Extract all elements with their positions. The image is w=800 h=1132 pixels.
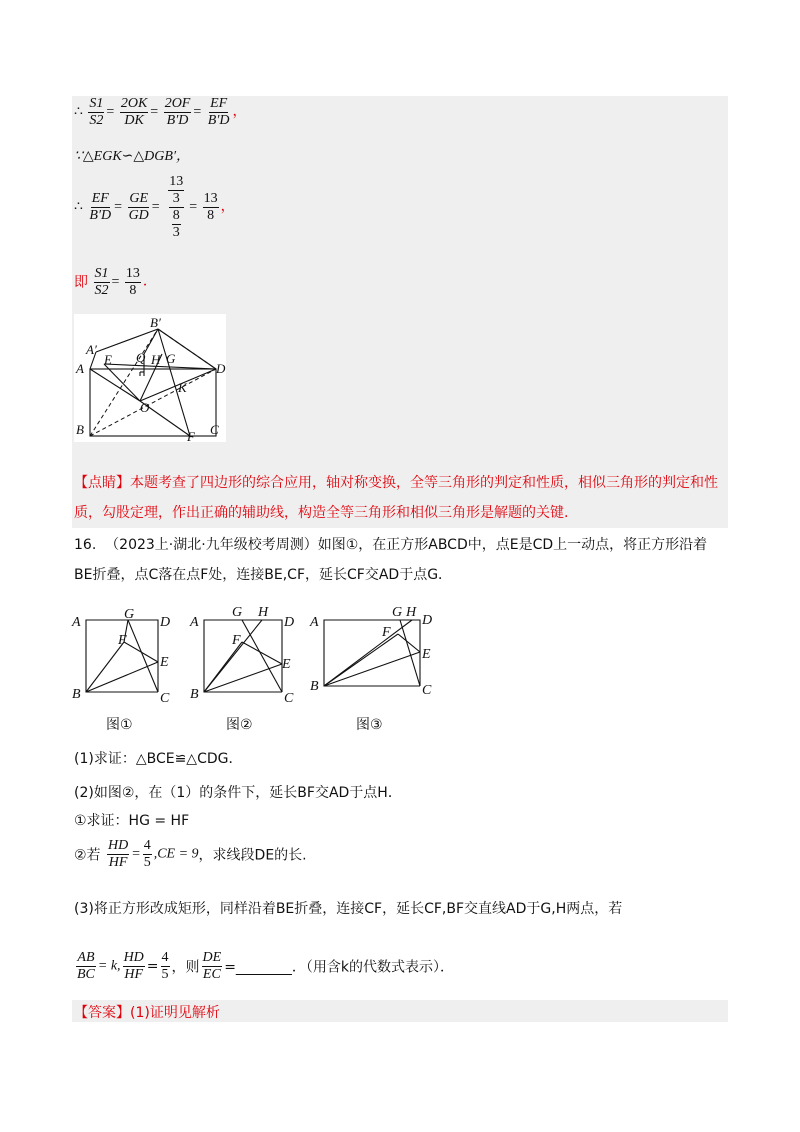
svg-text:D: D: [422, 613, 433, 628]
equation-1: ∴ $\frac{S1}{S2}$ = $\frac{2OK}{DK}$ = $\frac{2OF}{B'D}$ = $\frac{EF}{B'D}$ ，: [74, 96, 247, 128]
comment-line1: 本题考查了四边形的综合应用，轴对称变换，全等三角形的判定和性质，相似三角形的判定和性: [130, 475, 718, 491]
label-Bp: B′: [150, 315, 161, 330]
equation-2: ∵△EGK∽△DGB′，: [74, 149, 191, 164]
solution-figure: [74, 314, 226, 442]
svg-text:F: F: [232, 633, 241, 648]
svg-text:E: E: [160, 655, 169, 670]
figure-caption-1: 图①: [106, 717, 133, 733]
svg-text:E: E: [422, 647, 431, 662]
svg-text:C: C: [284, 691, 294, 706]
svg-text:H: H: [258, 605, 269, 620]
svg-text:C: C: [160, 691, 170, 706]
label-K: K: [178, 380, 187, 395]
folded-rectangle-diagram: [74, 314, 226, 442]
question-2b: ②若 $\frac{HD}{HF}$ = $\frac{4}{5}$ ,CE = 9，求线段DE的长.: [74, 838, 307, 870]
svg-text:A: A: [72, 615, 81, 630]
figure-labels: [68, 598, 448, 740]
question-3: (3)将正方形改成矩形，同样沿着BE折叠，连接CF，延长CF,BF交直线AD于G,H两点，若: [74, 901, 623, 917]
label-A: A: [76, 361, 84, 376]
label-F: F: [187, 429, 195, 442]
problem-intro: [74, 530, 707, 590]
figure-caption-3: 图③: [356, 717, 383, 733]
answer-label: 【答案】: [74, 1005, 130, 1021]
label-Ap: A′: [86, 342, 97, 357]
label-G: G: [166, 351, 176, 366]
svg-text:C: C: [422, 683, 432, 698]
svg-text:D: D: [160, 615, 171, 630]
svg-text:B: B: [310, 679, 319, 694]
problem-line2: BE折叠，点C落在点F处，连接BE,CF，延长CF交AD于点G．: [74, 567, 453, 583]
svg-text:A: A: [190, 615, 199, 630]
problem-number: 16.: [74, 537, 97, 553]
question-3b: $\frac{AB}{BC}$ = k, $\frac{HD}{HF}$ = $\frac{4}{5}$ ，则 $\frac{DE}{EC}$ =________．（用含k的代数式表示）．: [77, 950, 455, 982]
svg-text:A: A: [310, 615, 319, 630]
comment-line2: 质，勾股定理，作出正确的辅助线，构造全等三角形和相似三角形是解题的关键.: [74, 505, 569, 521]
svg-text:G: G: [392, 605, 403, 620]
comment-label: 【点睛】: [74, 475, 130, 491]
label-B: B: [76, 422, 84, 437]
comment-paragraph: [74, 468, 728, 528]
svg-text:B: B: [190, 687, 199, 702]
figure-caption-2: 图②: [226, 717, 253, 733]
equation-3: ∴ $\frac{EF}{B'D}$ = $\frac{GE}{GD}$ = $\frac{\frac{13}{3}}{\frac{8}{3}}$ = $\frac{13}{8}$ ，: [74, 174, 235, 240]
answer-line: [74, 1002, 220, 1022]
svg-text:G: G: [232, 605, 243, 620]
svg-text:F: F: [382, 625, 391, 640]
svg-text:G: G: [124, 607, 135, 622]
svg-text:H: H: [406, 605, 417, 620]
label-O: O: [140, 400, 150, 415]
question-2: (2)如图②，在（1）的条件下，延长BF交AD于点H．: [74, 785, 402, 801]
label-D: D: [216, 361, 226, 376]
label-C: C: [210, 422, 219, 437]
question-1: (1)求证：△BCE≌△CDG．: [74, 751, 243, 767]
svg-text:F: F: [118, 633, 127, 648]
answer-text: (1)证明见解析: [130, 1005, 220, 1021]
problem-line1: （2023上·湖北·九年级校考周测）如图①，在正方形ABCD中，点E是CD上一动点，将正方形沿着: [105, 537, 708, 553]
svg-text:D: D: [284, 615, 295, 630]
svg-text:E: E: [282, 657, 291, 672]
label-E: E: [104, 352, 112, 367]
label-H: H: [151, 352, 161, 367]
equation-4: 即 $\frac{S1}{S2}$ = $\frac{13}{8}$ ．: [74, 266, 157, 298]
label-Q: Q: [136, 350, 146, 365]
question-2a: ①求证：HG = HF: [74, 813, 190, 829]
svg-text:B: B: [72, 687, 81, 702]
